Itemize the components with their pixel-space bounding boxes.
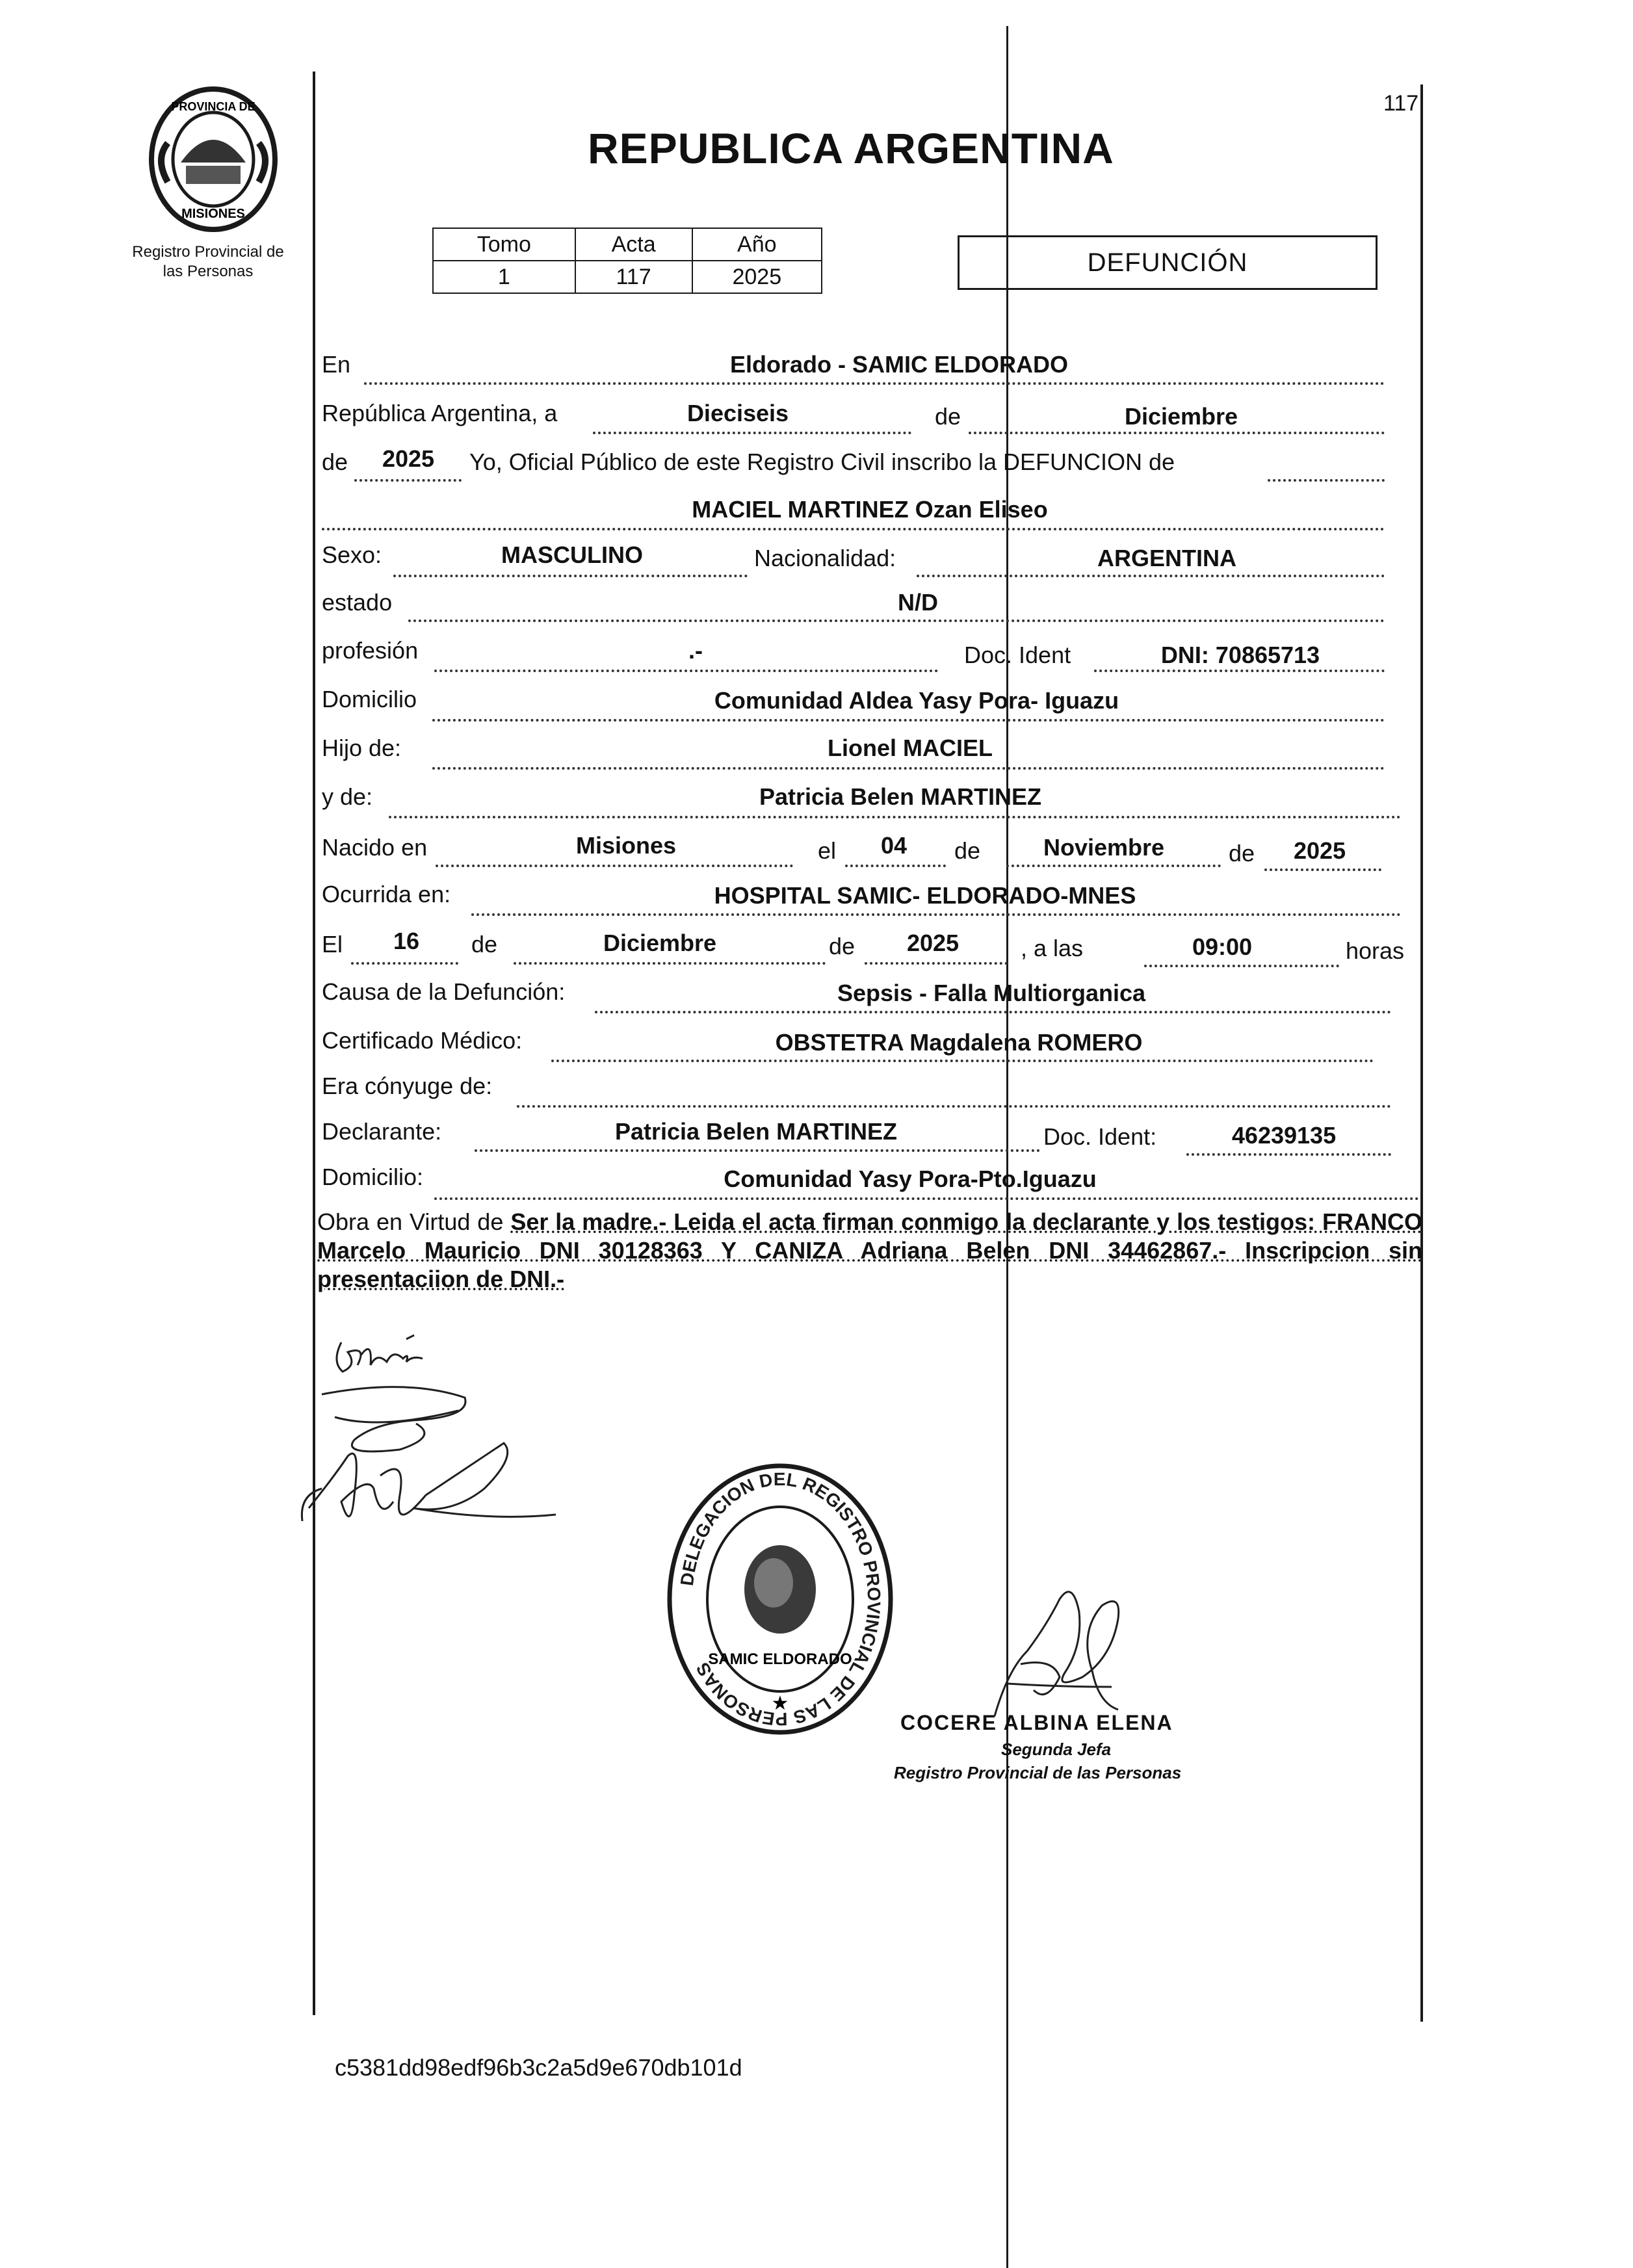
def-dia: 16 bbox=[393, 928, 420, 954]
nac-mes: Noviembre bbox=[1043, 834, 1165, 861]
mes-value: Diciembre bbox=[1124, 403, 1238, 430]
seal-star: ★ bbox=[771, 1692, 789, 1715]
official-seal bbox=[657, 1456, 904, 1742]
doc-ident-line bbox=[1094, 670, 1385, 672]
obra-label: Obra en Virtud de bbox=[317, 1208, 504, 1235]
ocurrida-line bbox=[471, 913, 1401, 916]
hora-value: 09:00 bbox=[1192, 933, 1253, 960]
hijo-label: Hijo de: bbox=[322, 735, 402, 761]
page-title: REPUBLICA ARGENTINA bbox=[588, 124, 1114, 172]
estado-label: estado bbox=[322, 589, 393, 616]
nac-dia-line bbox=[845, 865, 946, 867]
domicilio-label: Domicilio bbox=[322, 686, 417, 712]
value-anio: 2025 bbox=[692, 261, 822, 293]
certificado-line bbox=[551, 1060, 1374, 1062]
nacionalidad-label: Nacionalidad: bbox=[754, 545, 896, 571]
nacionalidad-value: ARGENTINA bbox=[1097, 545, 1236, 571]
official-signature bbox=[969, 1573, 1138, 1729]
causa-value: Sepsis - Falla Multiorganica bbox=[837, 980, 1146, 1006]
official-organization: Registro Provincial de las Personas bbox=[894, 1763, 1182, 1782]
madre-value: Patricia Belen MARTINEZ bbox=[759, 783, 1042, 810]
estado-line bbox=[408, 619, 1385, 622]
profesion-label: profesión bbox=[322, 637, 419, 664]
def-dia-line bbox=[351, 962, 458, 965]
domicilio2-line bbox=[434, 1197, 1419, 1200]
de-label-5: de bbox=[471, 931, 498, 958]
logo-text-top: PROVINCIA DE bbox=[171, 100, 255, 113]
alas-label: , a las bbox=[1021, 935, 1084, 961]
registry-name bbox=[111, 242, 306, 281]
conyuge-line bbox=[517, 1105, 1391, 1108]
domicilio-value: Comunidad Aldea Yasy Pora- Iguazu bbox=[714, 687, 1119, 714]
nombre-value: MACIEL MARTINEZ Ozan Eliseo bbox=[692, 496, 1048, 523]
ocurrida-label: Ocurrida en: bbox=[322, 881, 451, 907]
official-name: COCERE ALBINA ELENA bbox=[900, 1711, 1173, 1734]
provincia-misiones-logo bbox=[142, 85, 285, 234]
inscription-line bbox=[1268, 479, 1385, 482]
domicilio2-label: Domicilio: bbox=[322, 1164, 424, 1190]
right-margin-rule bbox=[1420, 85, 1423, 2022]
conyuge-label: Era cónyuge de: bbox=[322, 1073, 493, 1099]
obra-text: Ser la madre.- Leida el acta firman conmigo la declarante y los testigos: FRANCO Marcelo Mauricio DNI 30128363 Y CANIZA Adriana Belen DNI 34462867.- Inscripcion sin presentaciion de DNI.- bbox=[317, 1208, 1422, 1292]
inscription-text: Yo, Oficial Público de este Registro Civil inscribo la DEFUNCION de bbox=[469, 449, 1175, 475]
en-line bbox=[364, 382, 1385, 385]
madre-line bbox=[389, 816, 1401, 818]
padre-value: Lionel MACIEL bbox=[828, 735, 993, 761]
nacionalidad-line bbox=[917, 575, 1385, 577]
header-tomo: Tomo bbox=[433, 228, 575, 261]
nac-dia: 04 bbox=[880, 832, 908, 859]
obra-paragraph bbox=[317, 1208, 1422, 1294]
nacido-lugar: Misiones bbox=[575, 832, 677, 859]
certificado-label: Certificado Médico: bbox=[322, 1027, 523, 1054]
value-tomo: 1 bbox=[433, 261, 575, 293]
registry-line1: Registro Provincial de bbox=[132, 243, 284, 261]
ocurrida-value: HOSPITAL SAMIC- ELDORADO-MNES bbox=[714, 882, 1136, 909]
en-value: Eldorado - SAMIC ELDORADO bbox=[730, 351, 1068, 378]
def-mes: Diciembre bbox=[603, 930, 717, 956]
horas-label: horas bbox=[1346, 937, 1405, 964]
declarante-line bbox=[475, 1149, 1040, 1152]
de-label-1: de bbox=[935, 403, 961, 430]
mes-line bbox=[969, 432, 1385, 434]
sexo-line bbox=[393, 575, 748, 577]
yde-label: y de: bbox=[322, 783, 373, 810]
def-anio: 2025 bbox=[906, 930, 960, 956]
domicilio2-value: Comunidad Yasy Pora-Pto.Iguazu bbox=[724, 1166, 1097, 1192]
dia-line bbox=[593, 432, 911, 434]
dia-letras: Dieciseis bbox=[686, 400, 789, 426]
seal-inner-text: SAMIC ELDORADO bbox=[708, 1650, 852, 1668]
def-mes-line bbox=[514, 962, 826, 965]
acta-type-box: DEFUNCIÓN bbox=[958, 235, 1378, 290]
republica-label: República Argentina, a bbox=[322, 400, 558, 426]
official-role: Segunda Jefa bbox=[1001, 1740, 1112, 1759]
declarante-label: Declarante: bbox=[322, 1118, 442, 1145]
def-anio-line bbox=[865, 962, 1008, 965]
header-anio: Año bbox=[692, 228, 822, 261]
acta-table bbox=[432, 228, 822, 294]
domicilio-line bbox=[432, 719, 1385, 722]
doc-ident-label: Doc. Ident bbox=[964, 642, 1071, 668]
page-number: 117 bbox=[1383, 91, 1419, 116]
el2-label: El bbox=[322, 931, 343, 958]
anio-value: 2025 bbox=[382, 445, 435, 472]
document-hash: c5381dd98edf96b3c2a5d9e670db101d bbox=[335, 2054, 742, 2081]
estado-value: N/D bbox=[898, 589, 938, 616]
nac-anio: 2025 bbox=[1293, 837, 1346, 864]
doc2-line bbox=[1186, 1153, 1391, 1156]
causa-line bbox=[595, 1011, 1391, 1013]
doc-ident-value: DNI: 70865713 bbox=[1160, 642, 1320, 668]
value-acta: 117 bbox=[575, 261, 692, 293]
en-label: En bbox=[322, 351, 351, 378]
nacido-label: Nacido en bbox=[322, 834, 428, 861]
el-label: el bbox=[818, 837, 837, 864]
seal-outer-text: DELEGACION DEL REGISTRO PROVINCIAL DE LAS PERSONAS bbox=[676, 1468, 885, 1730]
nac-mes-line bbox=[1006, 865, 1221, 867]
de-label-4: de bbox=[1229, 840, 1255, 867]
nombre-line bbox=[322, 528, 1385, 530]
padre-line bbox=[432, 767, 1385, 770]
causa-label: Causa de la Defunción: bbox=[322, 978, 566, 1005]
registry-line2: las Personas bbox=[163, 263, 254, 280]
de-label-6: de bbox=[829, 933, 856, 959]
doc2-value: 46239135 bbox=[1231, 1122, 1337, 1149]
certificado-value: OBSTETRA Magdalena ROMERO bbox=[775, 1029, 1143, 1056]
doc2-label: Doc. Ident: bbox=[1043, 1123, 1157, 1150]
profesion-line bbox=[434, 670, 938, 672]
sexo-value: MASCULINO bbox=[501, 541, 643, 568]
header-acta: Acta bbox=[575, 228, 692, 261]
de-label-3: de bbox=[954, 837, 981, 864]
declarante-value: Patricia Belen MARTINEZ bbox=[614, 1118, 898, 1145]
declarant-signature bbox=[296, 1326, 569, 1586]
hora-line bbox=[1144, 965, 1339, 967]
sexo-label: Sexo: bbox=[322, 541, 382, 568]
de-label-2: de bbox=[322, 449, 348, 475]
left-margin-rule bbox=[313, 72, 315, 2015]
nac-anio-line bbox=[1264, 868, 1381, 871]
nacido-lugar-line bbox=[436, 865, 793, 867]
profesion-value: .- bbox=[688, 637, 703, 664]
logo-text-bottom: MISIONES bbox=[181, 207, 245, 221]
anio-line bbox=[354, 479, 462, 482]
